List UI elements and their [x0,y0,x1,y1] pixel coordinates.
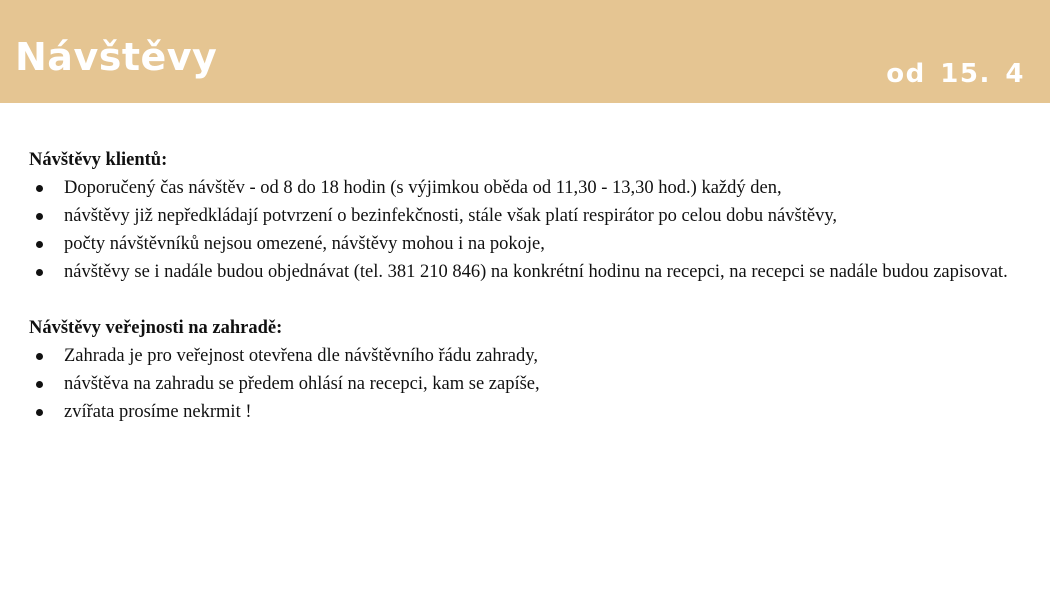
list-item-text: počty návštěvníků nejsou omezené, návštěvy mohou i na pokoje, [64,234,545,254]
header-banner [0,0,1050,103]
list-item [29,370,1019,398]
bullet-icon [36,241,43,248]
list-item [29,202,1019,230]
list-item [29,398,1019,426]
list-item-text: zvířata prosíme nekrmit ! [64,402,252,422]
bullet-list [29,174,1019,286]
list-item [29,258,1019,286]
bullet-icon [36,409,43,416]
bullet-list [29,342,1019,426]
bullet-icon [36,213,43,220]
list-item-text: návštěva na zahradu se předem ohlásí na recepci, kam se zapíše, [64,374,540,394]
section-clients [29,146,1019,286]
bullet-icon [36,381,43,388]
bullet-icon [36,269,43,276]
bullet-icon [36,353,43,360]
page-title: Návštěvy [15,35,218,79]
content [29,146,1019,426]
section-heading: Návštěvy veřejnosti na zahradě: [29,318,283,338]
list-item-text: Doporučený čas návštěv - od 8 do 18 hodin (s výjimkou oběda od 11,30 - 13,30 hod.) každý den, [64,178,782,198]
list-item-text: návštěvy se i nadále budou objednávat (tel. 381 210 846) na konkrétní hodinu na recepci, na recepci se nadále budou zapisovat. [64,262,1008,282]
list-item-text: Zahrada je pro veřejnost otevřena dle návštěvního řádu zahrady, [64,346,538,366]
section-garden [29,314,1019,426]
list-item [29,230,1019,258]
date-label: od 15. 4 [886,59,1025,89]
section-heading: Návštěvy klientů: [29,150,168,170]
list-item-text: návštěvy již nepředkládají potvrzení o bezinfekčnosti, stále však platí respirátor po celou dobu návštěvy, [64,206,837,226]
list-item [29,342,1019,370]
bullet-icon [36,185,43,192]
section-spacer [29,286,1019,314]
list-item [29,174,1019,202]
